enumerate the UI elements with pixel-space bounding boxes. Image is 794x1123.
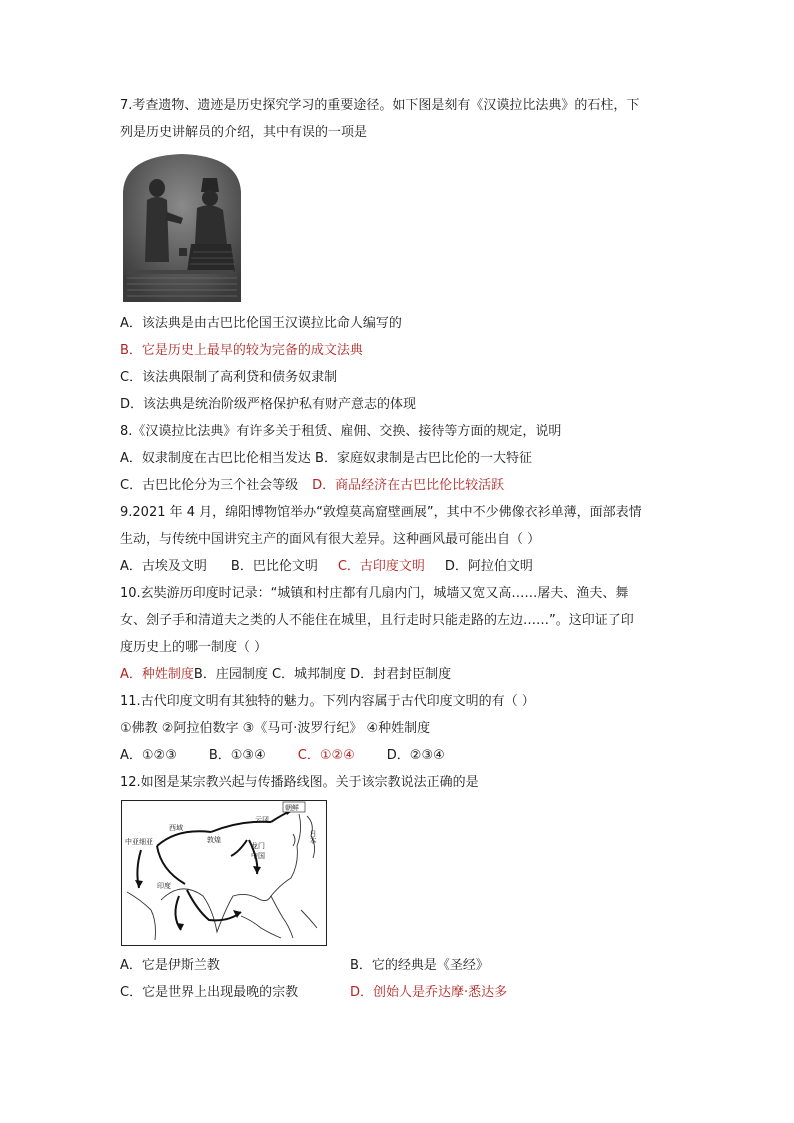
map-label-china: 中国 (251, 852, 265, 860)
question-7 (120, 92, 680, 418)
question-9 (120, 499, 680, 580)
q9-options (120, 553, 680, 580)
q10-options-bcd: B．庄园制度 C．城邦制度 D．封君封臣制度 (193, 667, 452, 682)
q9-option-d: D．阿拉伯文明 (444, 559, 533, 574)
q10-option-a: A．种姓制度 (120, 667, 194, 682)
q11-option-d: D．②③④ (386, 748, 445, 763)
q9-option-b: B．巴比伦文明 (230, 559, 318, 574)
question-12 (120, 769, 680, 1006)
map-label-central-asia: 中亚细亚 (125, 838, 153, 846)
q10-stem-line-2: 女、刽子手和清道夫之类的人不能住在城里，且行走时只能走路的左边……”。这印证了印 (120, 613, 634, 628)
map-label-dunhuang: 敦煌 (207, 836, 221, 844)
map-label-japan: 日本 (309, 830, 317, 844)
map-label-xiyu: 西域 (169, 824, 183, 832)
map-label-longmen: 龙门 (251, 842, 265, 850)
q12-option-d: D．创始人是乔达摩·悉达多 (350, 985, 508, 1000)
q12-options-ab (120, 952, 680, 979)
q12-options-cd (120, 979, 680, 1006)
hammurabi-stele-image (121, 152, 243, 302)
q8-stem: 8.《汉谟拉比法典》有许多关于租赁、雇佣、交换、接待等方面的规定，说明 (120, 424, 562, 439)
q7-option-a: A．该法典是由古巴比伦国王汉谟拉比命人编写的 (120, 316, 402, 331)
map-label-korea: 朝鲜 (285, 804, 299, 812)
q10-options (120, 661, 680, 688)
question-10 (120, 580, 680, 688)
q10-stem-line-3: 度历史上的哪一制度（ ） (120, 640, 268, 655)
q11-items: ①佛教 ②阿拉伯数字 ③《马可·波罗行纪》 ④种姓制度 (120, 721, 431, 736)
q8-options-cd (120, 472, 680, 499)
q7-stem-line-2: 列是历史讲解员的介绍，其中有误的一项是 (120, 125, 368, 140)
q12-option-c: C．它是世界上出现最晚的宗教 (120, 985, 299, 1000)
q12-option-a: A．它是伊斯兰教 (120, 958, 220, 973)
q7-stem-line-1: 7.考查遗物、遗迹是历史探究学习的重要途径。如下图是刻有《汉谟拉比法典》的石柱，下 (120, 98, 640, 113)
q9-option-a: A．古埃及文明 (120, 559, 207, 574)
q8-option-c: C．古巴比伦分为三个社会等级 (120, 478, 299, 493)
q11-options (120, 742, 680, 769)
q12-option-b: B．它的经典是《圣经》 (350, 958, 489, 973)
q8-option-d: D．商品经济在古巴比伦比较活跃 (312, 478, 505, 493)
q7-option-c: C．该法典限制了高利贷和债务奴隶制 (120, 370, 338, 385)
question-list (120, 92, 680, 1006)
q7-option-d: D．该法典是统治阶级严格保护私有财产意志的体现 (120, 397, 417, 412)
question-8 (120, 418, 680, 499)
q12-stem: 12.如图是某宗教兴起与传播路线图。关于该宗教说法正确的是 (120, 775, 479, 790)
q10-stem-line-1: 10.玄奘游历印度时记录：“城镇和村庄都有几扇内门，城墙又宽又高……屠夫、渔夫、舞 (120, 586, 629, 601)
q9-stem-line-1: 9.2021 年 4 月，绵阳博物馆举办“敦煌莫高窟壁画展”，其中不少佛像衣衫单薄，面部表情 (120, 505, 642, 520)
map-label-yungang: 云冈 (255, 816, 269, 824)
q11-option-c: C．①②④ (297, 748, 355, 763)
q7-option-b: B．它是历史上最早的较为完备的成文法典 (120, 343, 363, 358)
q9-stem-line-2: 生动，与传统中国讲究主产的面风有很大差异。这种画风最可能出自（ ） (120, 532, 541, 547)
question-11 (120, 688, 680, 769)
religion-spread-map (121, 800, 327, 946)
q11-stem: 11.古代印度文明有其独特的魅力。下列内容属于古代印度文明的有（ ） (120, 694, 535, 709)
q8-options-ab: A．奴隶制度在古巴比伦相当发达 B．家庭奴隶制是古巴比伦的一大特征 (120, 451, 532, 466)
q9-option-c: C．古印度文明 (337, 559, 425, 574)
q11-option-a: A．①②③ (120, 748, 177, 763)
q11-option-b: B．①③④ (208, 748, 266, 763)
map-label-india: 印度 (157, 882, 171, 890)
